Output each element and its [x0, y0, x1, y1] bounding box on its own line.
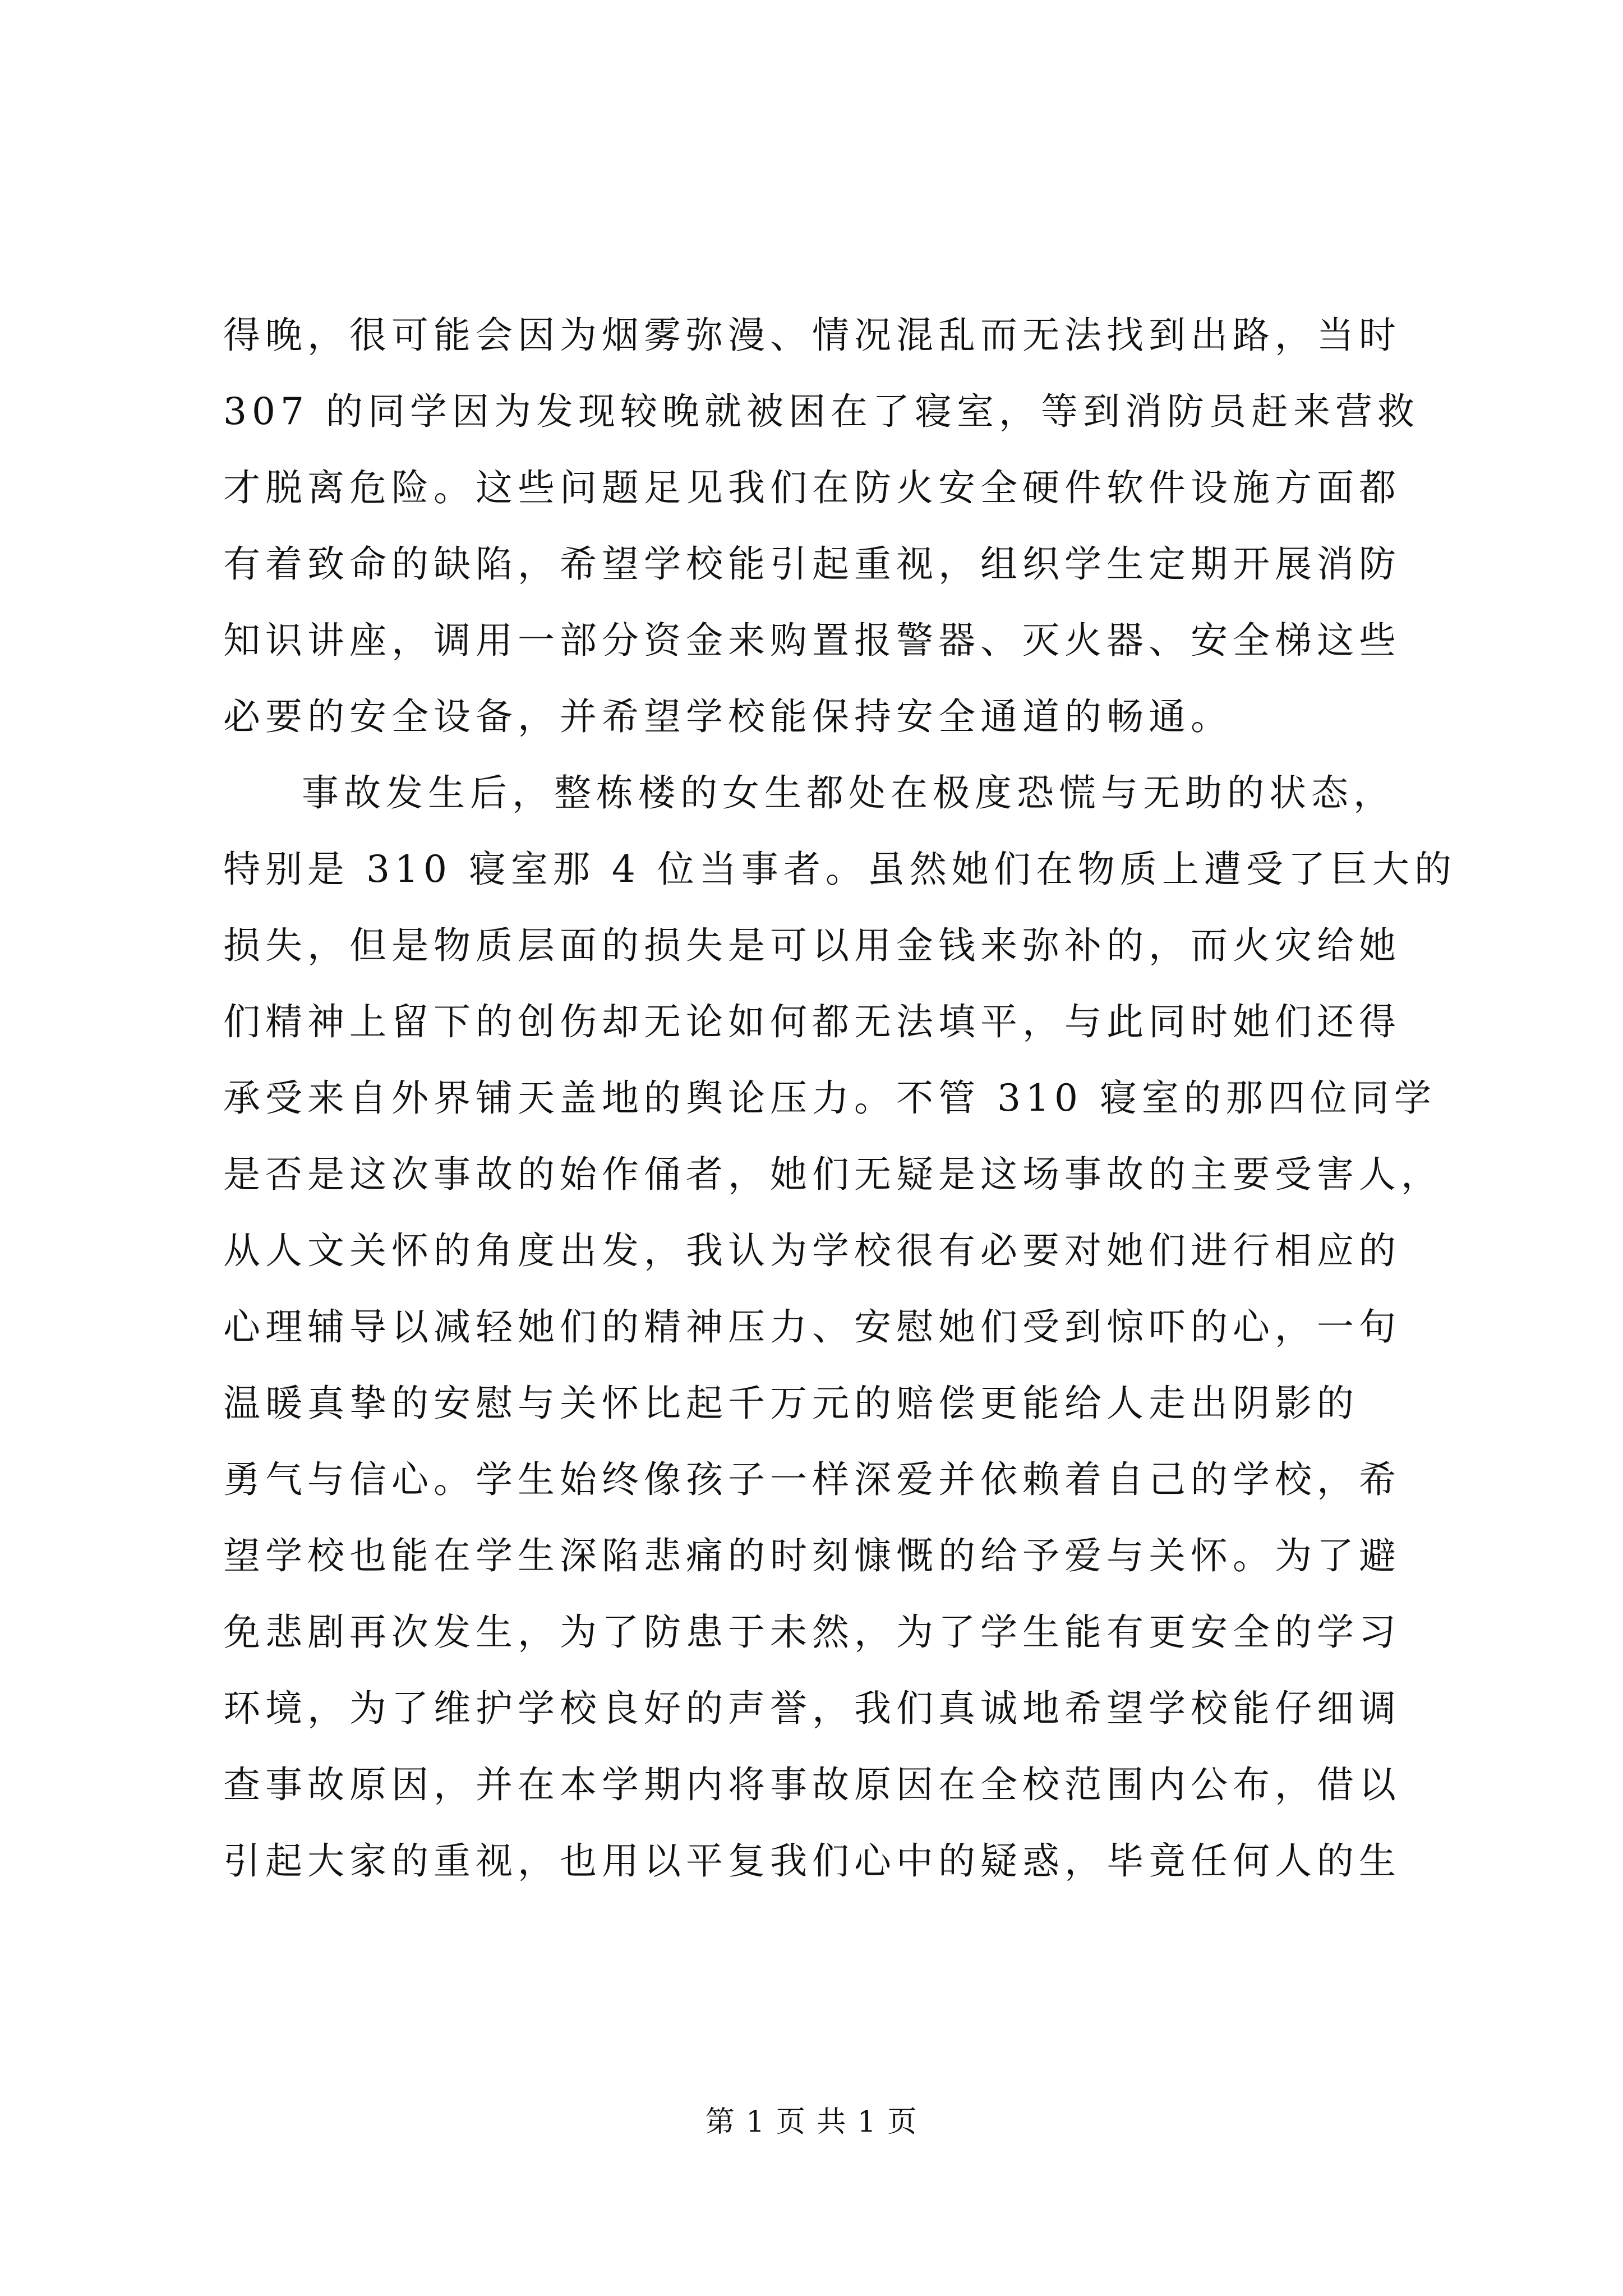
text-line: 特别是 310 寝室那 4 位当事者。虽然她们在物质上遭受了巨大的 [223, 848, 1456, 891]
text-line: 望学校也能在学生深陷悲痛的时刻慷慨的给予爱与关怀。为了避 [223, 1534, 1401, 1577]
text-line: 环境，为了维护学校良好的声誉，我们真诚地希望学校能仔细调 [223, 1687, 1401, 1730]
text-line: 才脱离危险。这些问题足见我们在防火安全硬件软件设施方面都 [223, 466, 1401, 509]
text-line: 损失，但是物质层面的损失是可以用金钱来弥补的，而火灾给她 [223, 924, 1401, 967]
text-line: 307 的同学因为发现较晚就被困在了寝室，等到消防员赶来营救 [223, 390, 1419, 433]
document-body [223, 297, 1456, 1899]
text-line: 得晚，很可能会因为烟雾弥漫、情况混乱而无法找到出路，当时 [223, 314, 1401, 357]
page-number-footer: 第 1 页 共 1 页 [705, 2105, 918, 2139]
text-line: 事故发生后，整栋楼的女生都处在极度恐慌与无助的状态， [302, 771, 1395, 815]
text-line: 有着致命的缺陷，希望学校能引起重视，组织学生定期开展消防 [223, 542, 1401, 586]
text-line: 查事故原因，并在本学期内将事故原因在全校范围内公布，借以 [223, 1763, 1401, 1806]
text-line: 从人文关怀的角度出发，我认为学校很有必要对她们进行相应的 [223, 1229, 1401, 1272]
text-line: 们精神上留下的创伤却无论如何都无法填平，与此同时她们还得 [223, 1000, 1401, 1043]
text-line: 免悲剧再次发生，为了防患于未然，为了学生能有更安全的学习 [223, 1611, 1401, 1654]
text-line: 温暖真挚的安慰与关怀比起千万元的赔偿更能给人走出阴影的 [223, 1382, 1359, 1425]
text-line: 必要的安全设备，并希望学校能保持安全通道的畅通。 [223, 695, 1233, 738]
text-line: 承受来自外界铺天盖地的舆论压力。不管 310 寝室的那四位同学 [223, 1076, 1436, 1120]
text-line: 勇气与信心。学生始终像孩子一样深爱并依赖着自己的学校，希 [223, 1458, 1401, 1501]
text-line: 是否是这次事故的始作俑者，她们无疑是这场事故的主要受害人， [223, 1153, 1443, 1196]
text-line: 知识讲座，调用一部分资金来购置报警器、灭火器、安全梯这些 [223, 619, 1401, 662]
text-line: 引起大家的重视，也用以平复我们心中的疑惑，毕竟任何人的生 [223, 1839, 1401, 1883]
text-line: 心理辅导以减轻她们的精神压力、安慰她们受到惊吓的心，一句 [223, 1305, 1401, 1349]
